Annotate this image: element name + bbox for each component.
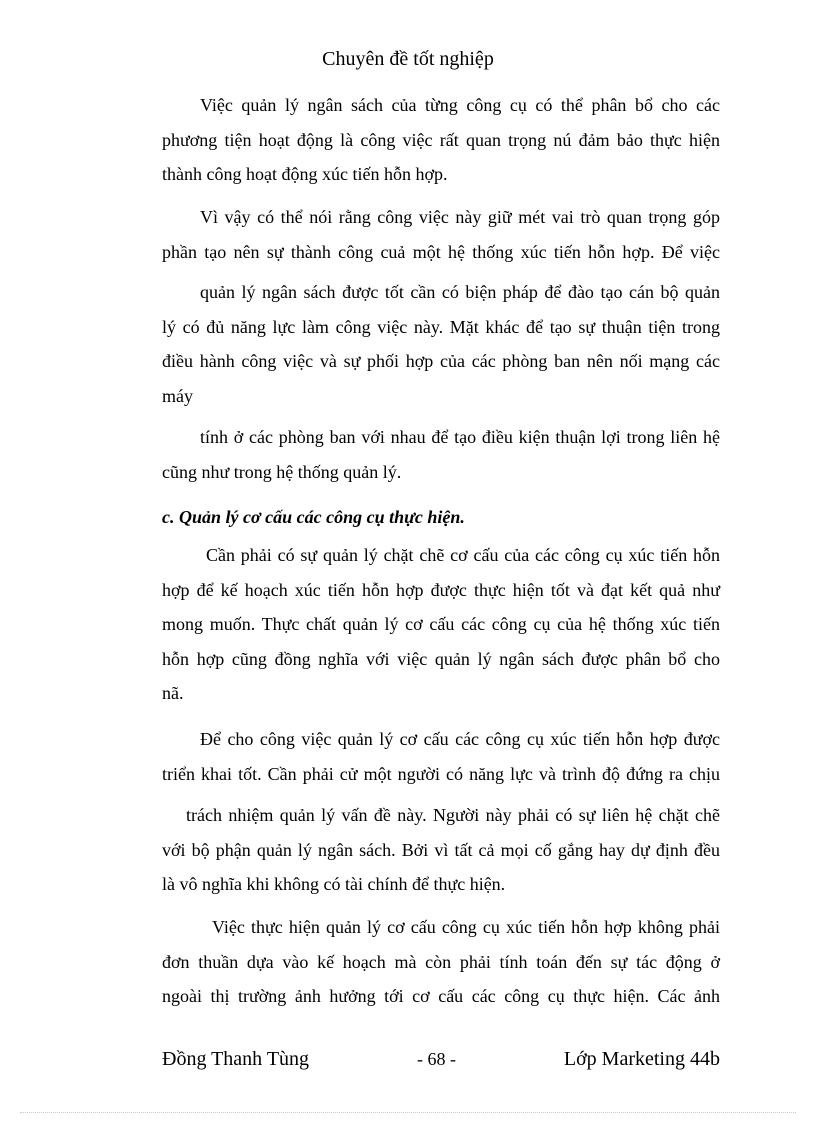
text-line: mong muốn. Thực chất quản lý cơ cấu các công cụ của hệ thống xúc tiến	[162, 614, 720, 634]
footer-class: Lớp Marketing 44b	[563, 1048, 720, 1070]
text-line: ngoài thị trường ảnh hưởng tới cơ cấu các công cụ thực hiện. Các ảnh	[162, 986, 720, 1006]
text-line: phần tạo nên sự thành công cuả một hệ thống xúc tiến hỗn hợp. Để việc	[162, 241, 720, 262]
header-title: Chuyên đề tốt nghiệp	[322, 48, 494, 70]
text-line: lý có đủ năng lực làm công việc này. Mặt khác để tạo sự thuận tiện trong	[162, 316, 720, 337]
page-footer	[162, 1048, 720, 1071]
document-text	[162, 0, 720, 1123]
text-line: phương tiện hoạt động là công việc rất quan trọng nú đảm bảo thực hiện	[162, 129, 720, 150]
text-line: máy	[162, 385, 193, 406]
paragraph	[162, 910, 720, 1014]
paragraph	[162, 538, 720, 711]
text-line: quản lý ngân sách được tốt cần có biện pháp để đào tạo cán bộ quản	[200, 282, 720, 302]
text-line: triển khai tốt. Cần phải cử một người có năng lực và trình độ đứng ra chịu	[162, 763, 720, 784]
text-line: hợp để kế hoạch xúc tiến hỗn hợp được thực hiện tốt và đạt kết quả như	[162, 579, 720, 600]
paragraph	[162, 722, 720, 791]
paragraph	[162, 275, 720, 413]
text-line: Việc thực hiện quản lý cơ cấu công cụ xúc tiến hỗn hợp không phải	[212, 917, 720, 937]
text-line: là vô nghĩa khi không có tài chính để thực hiện.	[162, 874, 506, 894]
paragraph	[162, 798, 720, 902]
text-line: Để cho công việc quản lý cơ cấu các công cụ xúc tiến hỗn hợp được	[200, 729, 720, 749]
paragraph	[162, 200, 720, 269]
text-line: đơn thuần dựa vào kế hoạch mà còn phải tính toán đến sự tác động ở	[162, 951, 720, 972]
page-number: - 68 -	[416, 1049, 456, 1069]
paragraph	[162, 88, 720, 192]
text-line: hỗn hợp cũng đồng nghĩa với việc quản lý ngân sách được phân bổ cho	[162, 648, 720, 669]
section-heading: c. Quản lý cơ cấu các công cụ thực hiện.	[162, 507, 465, 527]
text-line: Việc quản lý ngân sách của từng công cụ có thể phân bổ cho các	[200, 95, 720, 115]
footer-author: Đồng Thanh Tùng	[162, 1048, 310, 1070]
text-line: cũng như trong hệ thống quản lý.	[162, 461, 402, 482]
text-line: Cần phải có sự quản lý chặt chẽ cơ cấu của các công cụ xúc tiến hỗn	[206, 545, 720, 565]
text-line: với bộ phận quản lý ngân sách. Bởi vì tất cả mọi cố gắng hay dự định đều	[162, 839, 720, 860]
page-bottom-rule	[20, 1112, 796, 1113]
text-line: điều hành công việc và sự phối hợp của các phòng ban nên nối mạng các	[162, 351, 720, 371]
text-line: thành công hoạt động xúc tiến hỗn hợp.	[162, 164, 448, 184]
text-line: trách nhiệm quản lý vấn đề này. Người này phải có sự liên hệ chặt chẽ	[186, 805, 720, 825]
paragraph	[162, 420, 720, 489]
text-line: tính ở các phòng ban với nhau để tạo điều kiện thuận lợi trong liên hệ	[200, 427, 720, 447]
text-line: nã.	[162, 683, 184, 703]
text-line: Vì vậy có thể nói rằng công việc này giữ mét vai trò quan trọng góp	[200, 207, 720, 227]
